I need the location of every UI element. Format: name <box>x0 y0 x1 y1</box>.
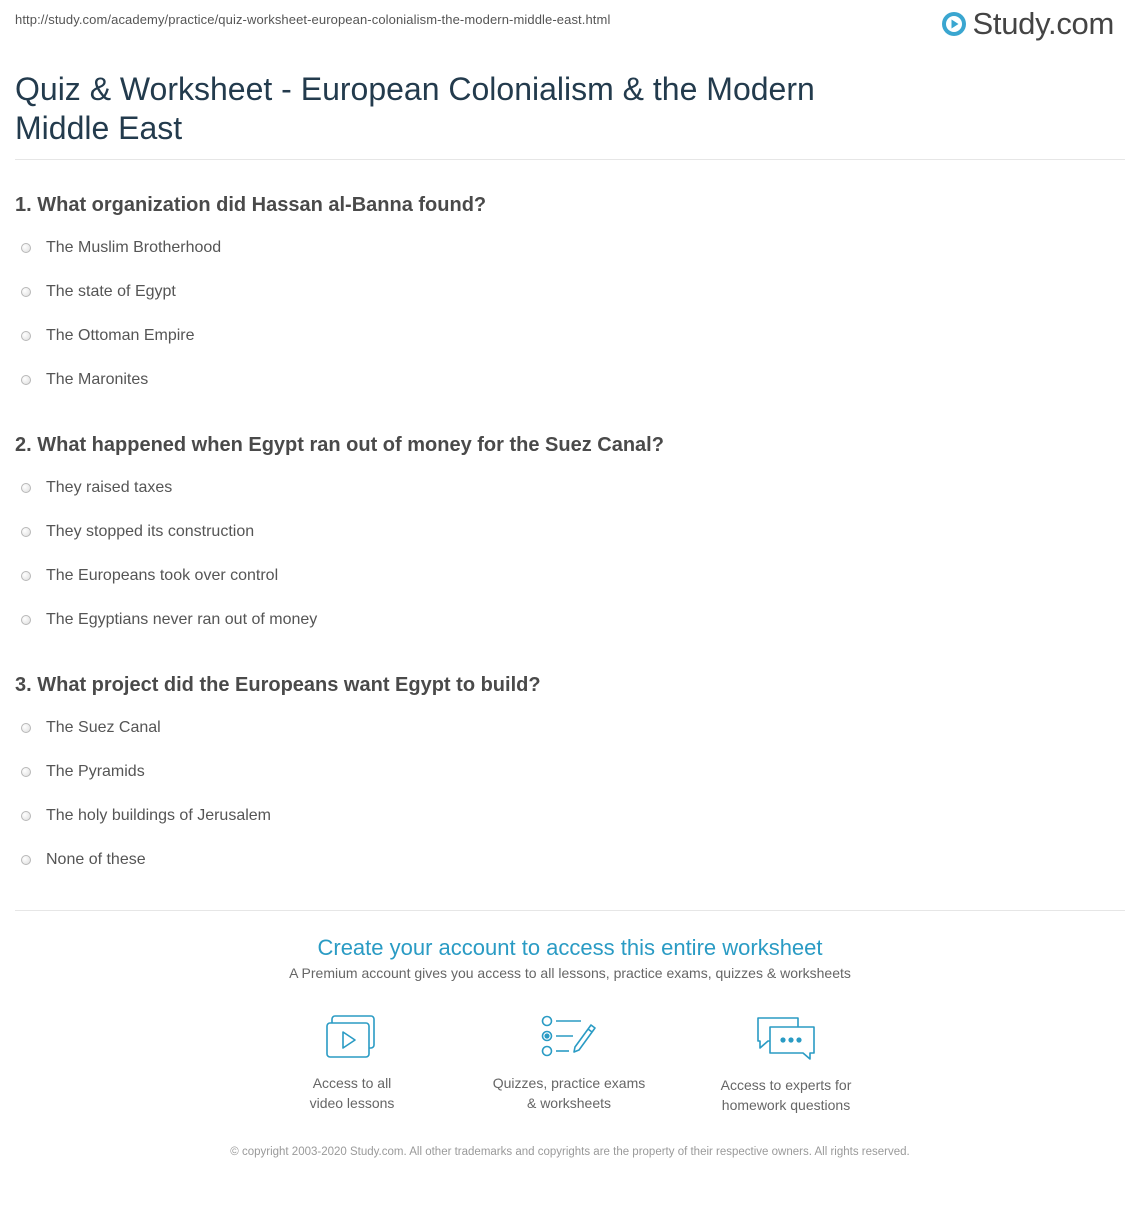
chat-bubbles-icon <box>754 1015 818 1061</box>
answer-label: They raised taxes <box>46 479 173 496</box>
radio-button[interactable] <box>21 483 31 493</box>
radio-button[interactable] <box>21 527 31 537</box>
feature-label-line: Access to experts for <box>720 1077 852 1093</box>
page-url: http://study.com/academy/practice/quiz-worksheet-european-colonialism-the-modern-middle-east.html <box>15 12 611 27</box>
answer-option[interactable] <box>21 719 161 737</box>
answer-label: The Muslim Brotherhood <box>46 239 222 256</box>
divider <box>15 159 1125 160</box>
answer-option[interactable] <box>21 807 271 825</box>
answer-option[interactable] <box>21 851 146 869</box>
question-1: 1. What organization did Hassan al-Banna found? <box>15 194 487 216</box>
copyright-footer <box>0 1144 1140 1161</box>
feature-label-line: & worksheets <box>526 1095 612 1111</box>
radio-button[interactable] <box>21 331 31 341</box>
answer-option[interactable] <box>21 371 148 389</box>
answer-option[interactable] <box>21 327 195 345</box>
question-2: 2. What happened when Egypt ran out of money for the Suez Canal? <box>15 434 664 456</box>
answer-option[interactable] <box>21 523 254 541</box>
feature-label-line: Access to all <box>312 1075 392 1091</box>
feature-video-lessons <box>257 1015 447 1113</box>
answer-option[interactable] <box>21 611 317 629</box>
answer-option[interactable] <box>21 239 221 257</box>
feature-label-line: Quizzes, practice exams <box>492 1075 646 1091</box>
radio-button[interactable] <box>21 615 31 625</box>
divider <box>15 910 1125 911</box>
answer-option[interactable] <box>21 283 176 301</box>
answer-label: The Pyramids <box>46 763 145 780</box>
feature-label-line: video lessons <box>309 1095 395 1111</box>
feature-experts <box>691 1015 881 1115</box>
answer-option[interactable] <box>21 479 172 497</box>
copyright-text: © copyright 2003-2020 Study.com. All other trademarks and copyrights are the property of their respective owners. All rights reserved. <box>230 1146 910 1158</box>
page-title: Quiz & Worksheet - European Colonialism & the Modern Middle East <box>15 71 815 146</box>
answer-label: The Europeans took over control <box>46 567 279 584</box>
create-account-link[interactable]: Create your account to access this entire worksheet <box>317 935 823 960</box>
radio-button[interactable] <box>21 243 31 253</box>
radio-button[interactable] <box>21 767 31 777</box>
logo-text: Study.com <box>972 6 1114 41</box>
cta-subtitle: A Premium account gives you access to all lessons, practice exams, quizzes & worksheets <box>289 965 851 981</box>
answer-label: The Suez Canal <box>46 719 161 736</box>
radio-button[interactable] <box>21 811 31 821</box>
answer-label: The holy buildings of Jerusalem <box>46 807 272 824</box>
radio-button[interactable] <box>21 855 31 865</box>
radio-button[interactable] <box>21 723 31 733</box>
radio-button[interactable] <box>21 287 31 297</box>
video-lessons-icon <box>326 1015 378 1059</box>
study-logo[interactable] <box>941 6 1114 42</box>
answer-option[interactable] <box>21 567 278 585</box>
feature-label-line: homework questions <box>721 1097 851 1113</box>
question-3: 3. What project did the Europeans want Egypt to build? <box>15 674 541 696</box>
answer-label: The Maronites <box>46 371 149 388</box>
radio-button[interactable] <box>21 571 31 581</box>
answer-label: The Egyptians never ran out of money <box>46 611 318 628</box>
quiz-checklist-icon <box>541 1015 597 1059</box>
answer-option[interactable] <box>21 763 145 781</box>
answer-label: They stopped its construction <box>46 523 255 540</box>
feature-quizzes <box>474 1015 664 1113</box>
play-circle-icon <box>941 11 967 37</box>
answer-label: None of these <box>46 851 146 868</box>
radio-button[interactable] <box>21 375 31 385</box>
answer-label: The Ottoman Empire <box>46 327 195 344</box>
answer-label: The state of Egypt <box>46 283 176 300</box>
